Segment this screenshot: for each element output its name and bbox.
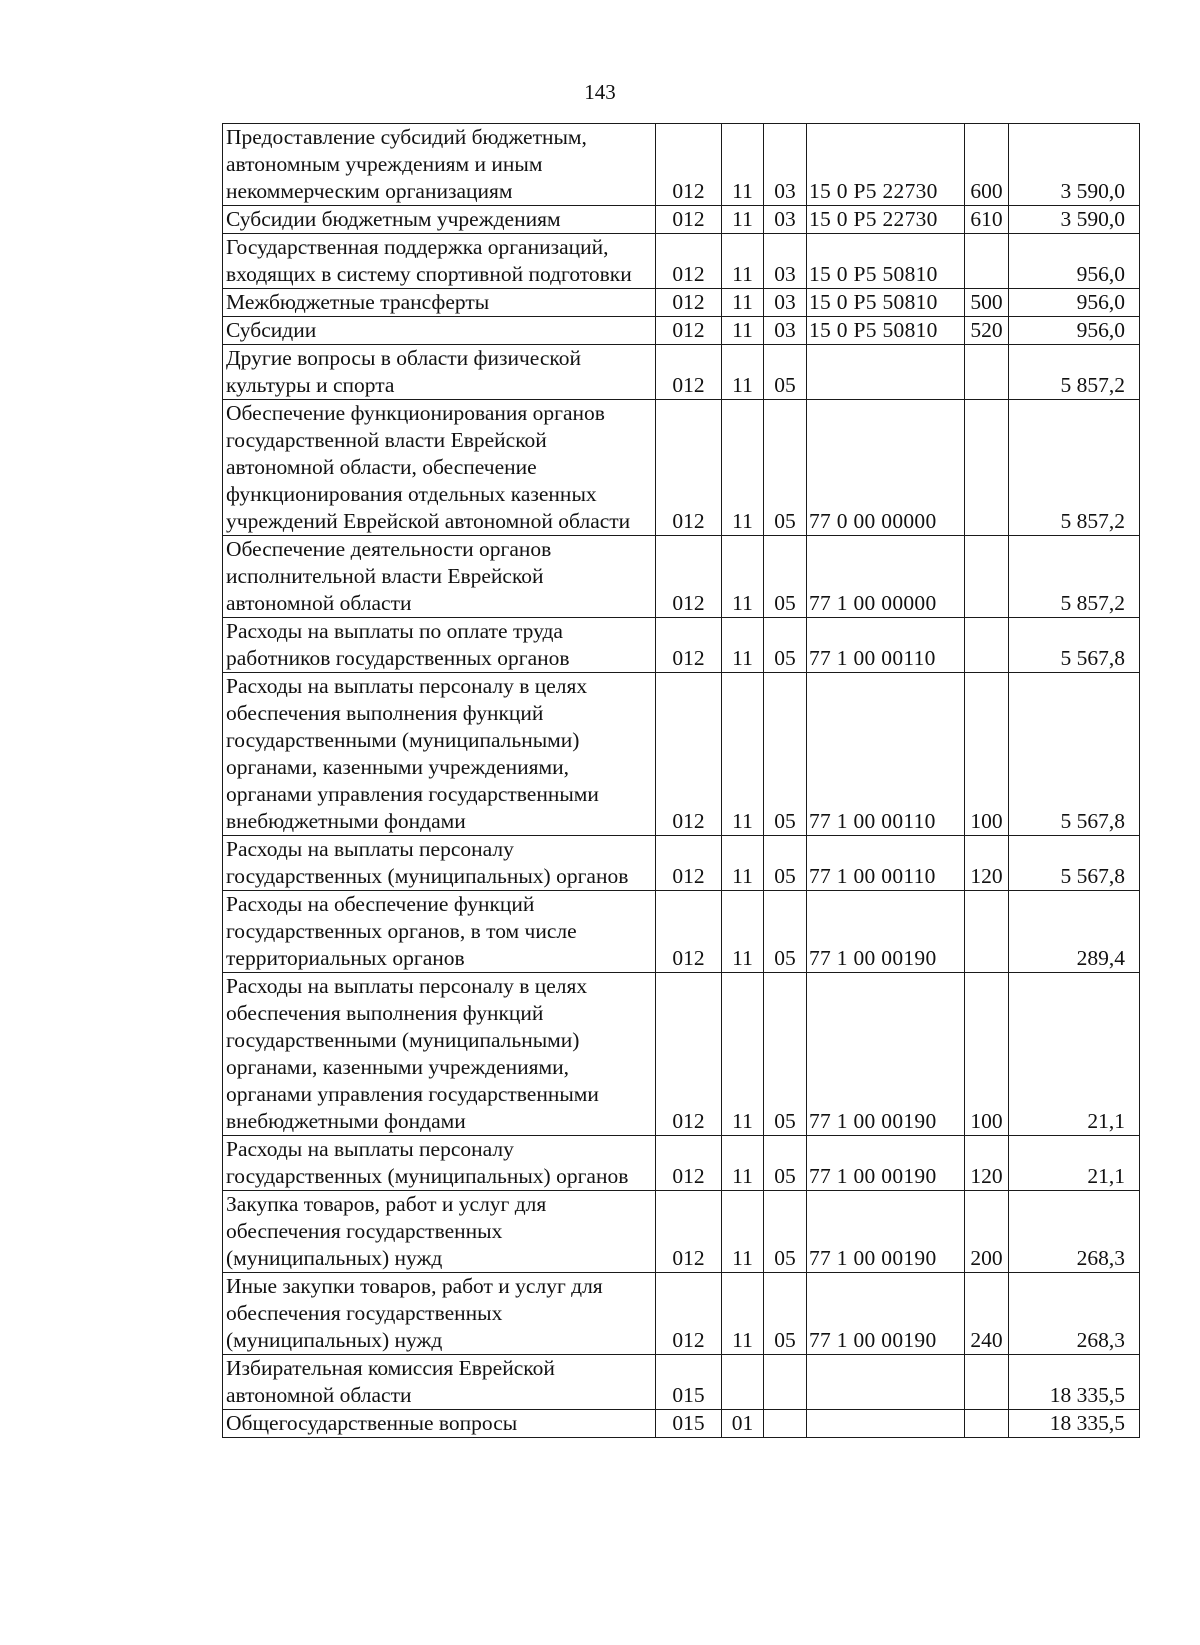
- row-vr-cell: 200: [965, 1191, 1009, 1273]
- row-sum-cell: 18 335,5: [1009, 1410, 1140, 1438]
- row-csr-cell: 15 0 P5 50810: [807, 234, 965, 289]
- row-sum-cell: 268,3: [1009, 1273, 1140, 1355]
- budget-table: [222, 123, 1140, 1438]
- row-sum-cell: 956,0: [1009, 234, 1140, 289]
- row-vr-cell: 100: [965, 973, 1009, 1136]
- row-vr-cell: 100: [965, 673, 1009, 836]
- row-vr-cell: 120: [965, 836, 1009, 891]
- row-sum-cell: 956,0: [1009, 317, 1140, 345]
- row-vr-cell: 240: [965, 1273, 1009, 1355]
- row-rz-cell: [722, 1355, 764, 1410]
- row-gr-cell: 012: [656, 836, 722, 891]
- table-row: [223, 317, 1140, 345]
- row-gr-cell: 012: [656, 289, 722, 317]
- row-name-cell: Межбюджетные трансферты: [223, 289, 656, 317]
- row-pr-cell: 05: [764, 891, 807, 973]
- row-sum-cell: 5 857,2: [1009, 536, 1140, 618]
- table-row: [223, 1136, 1140, 1191]
- row-csr-cell: [807, 1410, 965, 1438]
- row-name-cell: Обеспечение деятельности органов исполнительной власти Еврейской автономной области: [223, 536, 656, 618]
- page-number: 143: [584, 80, 616, 104]
- row-name-cell: Расходы на выплаты персоналу в целях обеспечения выполнения функций государственными (муниципальными) органами, казенными учреждениями, органами управления государственными внебюджетными фондами: [223, 973, 656, 1136]
- row-rz-cell: 11: [722, 973, 764, 1136]
- row-name-cell: Расходы на выплаты персоналу в целях обеспечения выполнения функций государственными (муниципальными) органами, казенными учреждениями, органами управления государственными внебюджетными фондами: [223, 673, 656, 836]
- row-name-cell: Иные закупки товаров, работ и услуг для обеспечения государственных (муниципальных) нужд: [223, 1273, 656, 1355]
- row-sum-cell: 3 590,0: [1009, 124, 1140, 206]
- row-name-cell: Расходы на обеспечение функций государственных органов, в том числе территориальных органов: [223, 891, 656, 973]
- row-vr-cell: [965, 234, 1009, 289]
- row-pr-cell: 03: [764, 289, 807, 317]
- row-sum-cell: 5 567,8: [1009, 836, 1140, 891]
- row-gr-cell: 012: [656, 345, 722, 400]
- row-csr-cell: 15 0 P5 50810: [807, 317, 965, 345]
- row-sum-cell: 21,1: [1009, 1136, 1140, 1191]
- row-csr-cell: 15 0 P5 50810: [807, 289, 965, 317]
- row-name-cell: Избирательная комиссия Еврейской автономной области: [223, 1355, 656, 1410]
- row-rz-cell: 11: [722, 206, 764, 234]
- table-row: [223, 289, 1140, 317]
- row-sum-cell: 3 590,0: [1009, 206, 1140, 234]
- row-gr-cell: 012: [656, 400, 722, 536]
- row-pr-cell: 05: [764, 618, 807, 673]
- table-row: [223, 1355, 1140, 1410]
- row-csr-cell: 77 1 00 00110: [807, 618, 965, 673]
- table-row: [223, 673, 1140, 836]
- row-rz-cell: 11: [722, 317, 764, 345]
- row-vr-cell: 520: [965, 317, 1009, 345]
- row-rz-cell: 11: [722, 400, 764, 536]
- row-rz-cell: 11: [722, 289, 764, 317]
- table-row: [223, 536, 1140, 618]
- table-row: [223, 1410, 1140, 1438]
- row-vr-cell: [965, 891, 1009, 973]
- row-sum-cell: 289,4: [1009, 891, 1140, 973]
- row-sum-cell: 18 335,5: [1009, 1355, 1140, 1410]
- table-row: [223, 124, 1140, 206]
- row-gr-cell: 012: [656, 317, 722, 345]
- row-csr-cell: 77 1 00 00190: [807, 1136, 965, 1191]
- row-gr-cell: 012: [656, 536, 722, 618]
- row-gr-cell: 012: [656, 1136, 722, 1191]
- row-csr-cell: 15 0 P5 22730: [807, 124, 965, 206]
- row-pr-cell: 03: [764, 206, 807, 234]
- row-rz-cell: 11: [722, 1136, 764, 1191]
- row-csr-cell: 77 1 00 00110: [807, 673, 965, 836]
- row-vr-cell: 600: [965, 124, 1009, 206]
- table-row: [223, 345, 1140, 400]
- row-rz-cell: 11: [722, 234, 764, 289]
- row-pr-cell: 05: [764, 673, 807, 836]
- row-vr-cell: 500: [965, 289, 1009, 317]
- row-rz-cell: 01: [722, 1410, 764, 1438]
- table-row: [223, 1273, 1140, 1355]
- row-vr-cell: [965, 345, 1009, 400]
- row-sum-cell: 5 567,8: [1009, 673, 1140, 836]
- row-vr-cell: 120: [965, 1136, 1009, 1191]
- row-gr-cell: 012: [656, 973, 722, 1136]
- table-row: [223, 400, 1140, 536]
- row-rz-cell: 11: [722, 345, 764, 400]
- row-vr-cell: 610: [965, 206, 1009, 234]
- table-row: [223, 836, 1140, 891]
- row-name-cell: Закупка товаров, работ и услуг для обеспечения государственных (муниципальных) нужд: [223, 1191, 656, 1273]
- row-gr-cell: 012: [656, 891, 722, 973]
- row-rz-cell: 11: [722, 673, 764, 836]
- row-pr-cell: 03: [764, 234, 807, 289]
- row-csr-cell: 77 1 00 00110: [807, 836, 965, 891]
- row-vr-cell: [965, 618, 1009, 673]
- row-pr-cell: 05: [764, 536, 807, 618]
- row-pr-cell: 05: [764, 836, 807, 891]
- row-csr-cell: 77 1 00 00190: [807, 1191, 965, 1273]
- row-rz-cell: 11: [722, 1191, 764, 1273]
- row-csr-cell: 77 1 00 00000: [807, 536, 965, 618]
- table-body: [223, 124, 1140, 1438]
- row-name-cell: Государственная поддержка организаций, входящих в систему спортивной подготовки: [223, 234, 656, 289]
- row-gr-cell: 012: [656, 1273, 722, 1355]
- row-sum-cell: 268,3: [1009, 1191, 1140, 1273]
- row-csr-cell: 77 1 00 00190: [807, 973, 965, 1136]
- row-name-cell: Обеспечение функционирования органов государственной власти Еврейской автономной области, обеспечение функционирования отдельных казенных учреждений Еврейской автономной области: [223, 400, 656, 536]
- row-vr-cell: [965, 1355, 1009, 1410]
- row-gr-cell: 012: [656, 1191, 722, 1273]
- row-sum-cell: 5 567,8: [1009, 618, 1140, 673]
- row-gr-cell: 015: [656, 1355, 722, 1410]
- row-vr-cell: [965, 1410, 1009, 1438]
- row-name-cell: Расходы на выплаты по оплате труда работников государственных органов: [223, 618, 656, 673]
- table-row: [223, 206, 1140, 234]
- row-gr-cell: 012: [656, 673, 722, 836]
- row-rz-cell: 11: [722, 618, 764, 673]
- row-name-cell: Другие вопросы в области физической культуры и спорта: [223, 345, 656, 400]
- table-row: [223, 891, 1140, 973]
- row-csr-cell: 77 1 00 00190: [807, 1273, 965, 1355]
- row-name-cell: Субсидии: [223, 317, 656, 345]
- row-name-cell: Общегосударственные вопросы: [223, 1410, 656, 1438]
- row-pr-cell: 05: [764, 1136, 807, 1191]
- row-gr-cell: 015: [656, 1410, 722, 1438]
- row-sum-cell: 21,1: [1009, 973, 1140, 1136]
- table-row: [223, 234, 1140, 289]
- row-pr-cell: 05: [764, 400, 807, 536]
- row-gr-cell: 012: [656, 234, 722, 289]
- row-rz-cell: 11: [722, 891, 764, 973]
- row-csr-cell: 77 0 00 00000: [807, 400, 965, 536]
- row-vr-cell: [965, 536, 1009, 618]
- row-pr-cell: 03: [764, 124, 807, 206]
- row-csr-cell: 77 1 00 00190: [807, 891, 965, 973]
- row-pr-cell: [764, 1410, 807, 1438]
- row-pr-cell: [764, 1355, 807, 1410]
- row-pr-cell: 05: [764, 973, 807, 1136]
- row-name-cell: Субсидии бюджетным учреждениям: [223, 206, 656, 234]
- row-rz-cell: 11: [722, 536, 764, 618]
- row-sum-cell: 5 857,2: [1009, 400, 1140, 536]
- row-gr-cell: 012: [656, 618, 722, 673]
- row-rz-cell: 11: [722, 1273, 764, 1355]
- row-pr-cell: 05: [764, 1191, 807, 1273]
- row-name-cell: Предоставление субсидий бюджетным, автономным учреждениям и иным некоммерческим организациям: [223, 124, 656, 206]
- table-row: [223, 1191, 1140, 1273]
- row-sum-cell: 956,0: [1009, 289, 1140, 317]
- row-pr-cell: 03: [764, 317, 807, 345]
- row-csr-cell: 15 0 P5 22730: [807, 206, 965, 234]
- table-row: [223, 618, 1140, 673]
- table-row: [223, 973, 1140, 1136]
- row-rz-cell: 11: [722, 124, 764, 206]
- row-rz-cell: 11: [722, 836, 764, 891]
- row-pr-cell: 05: [764, 1273, 807, 1355]
- row-csr-cell: [807, 345, 965, 400]
- row-vr-cell: [965, 400, 1009, 536]
- row-sum-cell: 5 857,2: [1009, 345, 1140, 400]
- row-pr-cell: 05: [764, 345, 807, 400]
- row-csr-cell: [807, 1355, 965, 1410]
- row-gr-cell: 012: [656, 124, 722, 206]
- row-name-cell: Расходы на выплаты персоналу государственных (муниципальных) органов: [223, 836, 656, 891]
- row-name-cell: Расходы на выплаты персоналу государственных (муниципальных) органов: [223, 1136, 656, 1191]
- row-gr-cell: 012: [656, 206, 722, 234]
